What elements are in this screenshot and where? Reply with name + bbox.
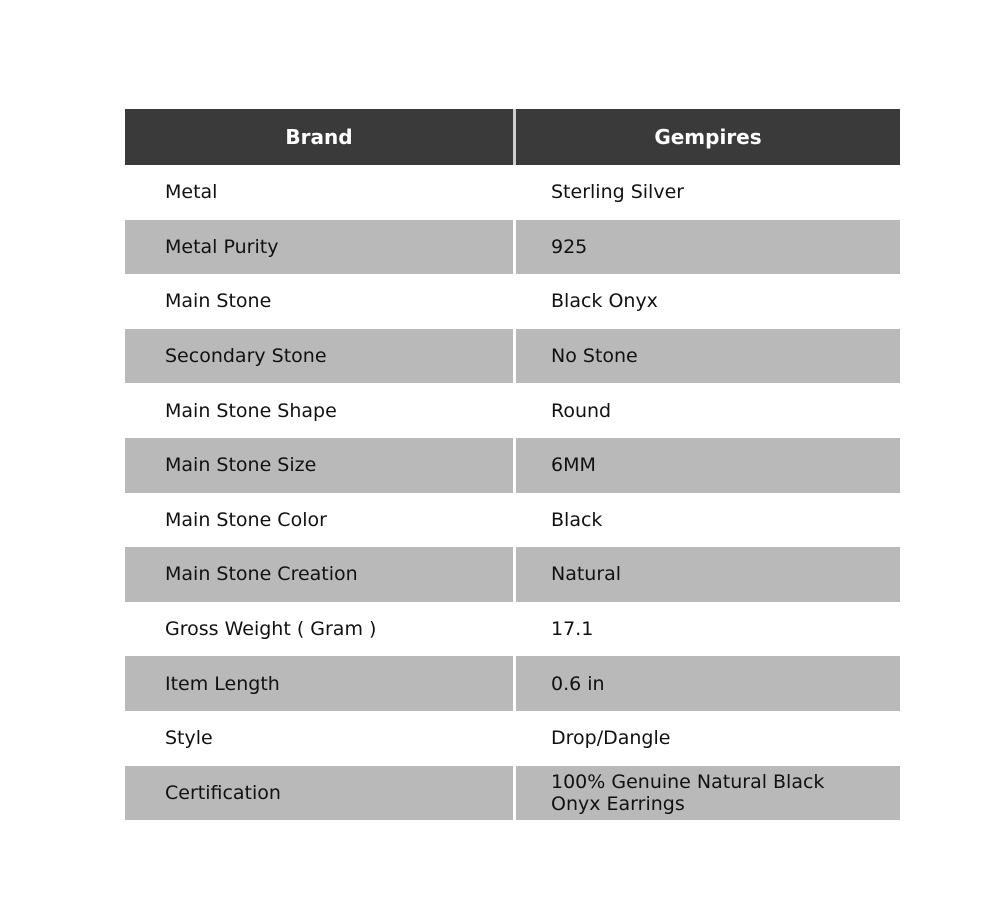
- spec-value: Black Onyx: [513, 274, 900, 329]
- spec-value: Round: [513, 383, 900, 438]
- table-row-main-stone-size: [125, 438, 900, 493]
- spec-value: 17.1: [513, 602, 900, 657]
- spec-value: Natural: [513, 547, 900, 602]
- spec-label: Main Stone Creation: [165, 563, 358, 586]
- table-row-metal-purity: [125, 220, 900, 275]
- spec-label: Main Stone Shape: [165, 399, 337, 422]
- spec-value: 0.6 in: [513, 656, 900, 711]
- spec-value: Drop/Dangle: [513, 711, 900, 766]
- header-brand-cell: Brand: [285, 125, 353, 149]
- spec-value: Sterling Silver: [513, 165, 900, 220]
- spec-value: 100% Genuine Natural Black Onyx Earrings: [513, 766, 900, 821]
- product-spec-table: [125, 109, 900, 820]
- spec-label: Metal Purity: [165, 235, 279, 258]
- spec-label: Gross Weight ( Gram ): [165, 618, 377, 641]
- table-row-main-stone-creation: [125, 547, 900, 602]
- table-row-secondary-stone: [125, 329, 900, 384]
- spec-label: Style: [165, 727, 213, 750]
- table-row-certification: [125, 766, 900, 821]
- table-row-main-stone-color: [125, 493, 900, 548]
- table-row-main-stone: [125, 274, 900, 329]
- spec-label: Secondary Stone: [165, 345, 327, 368]
- table-row-metal: [125, 165, 900, 220]
- spec-label: Item Length: [165, 672, 280, 695]
- spec-value: 925: [513, 220, 900, 275]
- spec-label: Main Stone Size: [165, 454, 317, 477]
- table-row-main-stone-shape: [125, 383, 900, 438]
- spec-value: 6MM: [513, 438, 900, 493]
- spec-label: Main Stone Color: [165, 508, 327, 531]
- spec-label: Main Stone: [165, 290, 272, 313]
- table-header-row: [125, 109, 900, 165]
- spec-label: Metal: [165, 181, 218, 204]
- table-row-item-length: [125, 656, 900, 711]
- spec-value: No Stone: [513, 329, 900, 384]
- table-row-style: [125, 711, 900, 766]
- table-row-gross-weight: [125, 602, 900, 657]
- spec-label: Certification: [165, 781, 281, 804]
- spec-value: Black: [513, 493, 900, 548]
- header-brand-value-cell: Gempires: [513, 109, 900, 165]
